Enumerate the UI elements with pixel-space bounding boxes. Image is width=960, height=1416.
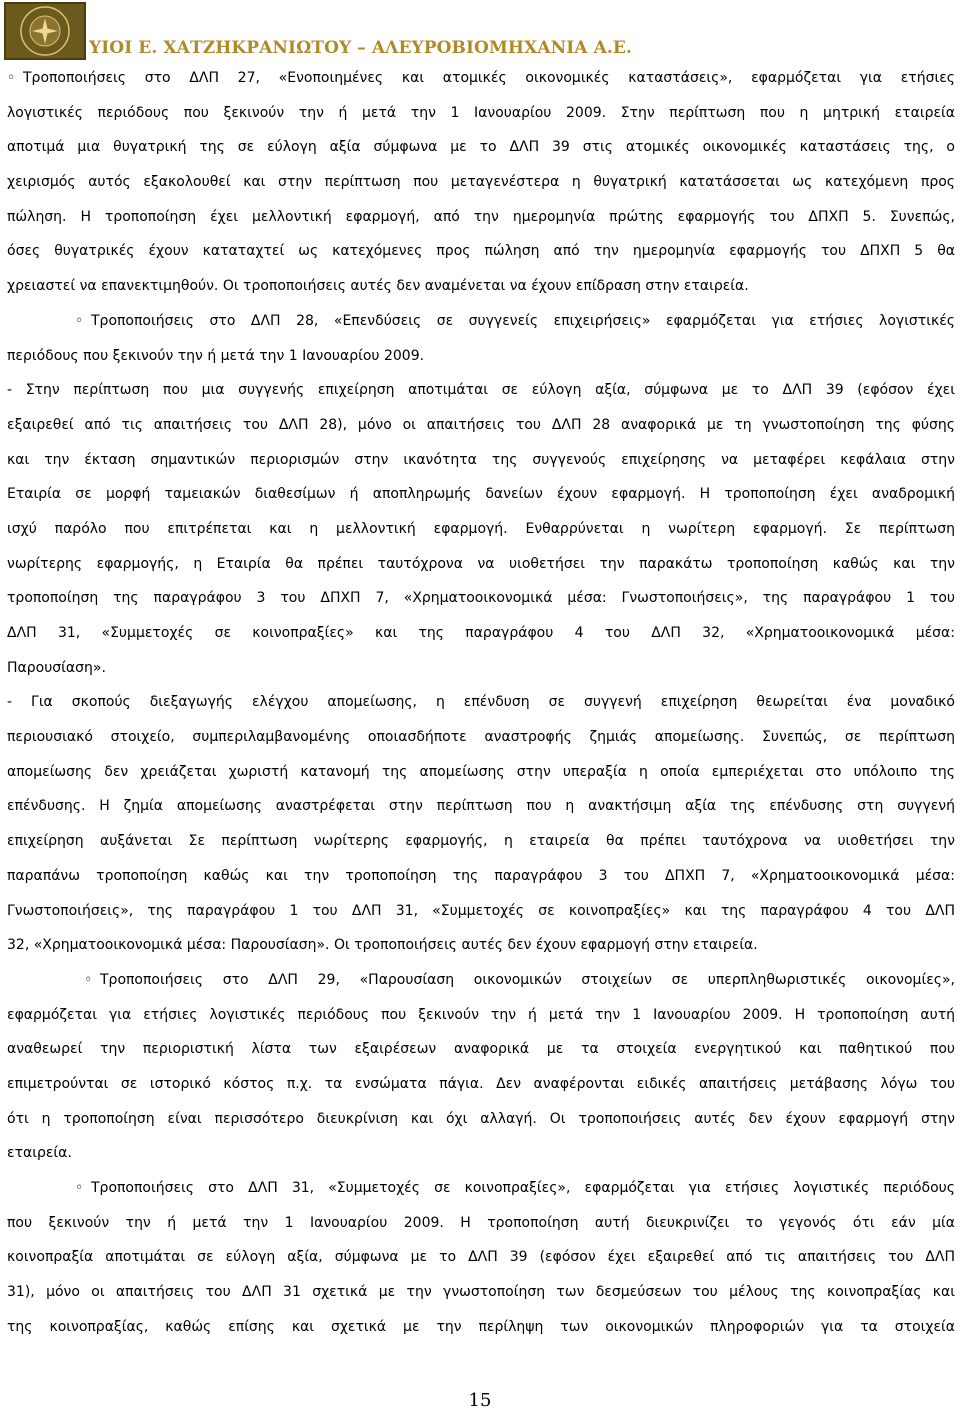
paragraph-line xyxy=(7,1067,955,1102)
line-text: νωρίτερης εφαρμογής, η Εταιρία θα πρέπει ταυτόχρονα να υιοθετήσει την παρακάτω τροποποίηση καθώς και την xyxy=(7,555,955,572)
line-text: αποτιμά μια θυγατρική της σε εύλογη αξία σύμφωνα με το ΔΛΠ 39 στις ατομικές οικονομικές καταστάσεις της, ο xyxy=(7,139,955,156)
paragraph-line xyxy=(7,720,955,755)
line-text: 32, «Χρηματοοικονομικά μέσα: Παρουσίαση». Οι τροποποιήσεις αυτές δεν έχουν εφαρμογή στην εταιρεία. xyxy=(7,937,758,954)
line-text: και την έκταση σημαντικών περιορισμών στην ικανότητα της συγγενούς επιχείρησης να μεταφέρει κεφάλαια στην xyxy=(7,451,955,468)
line-text: περιόδους που ξεκινούν την ή μετά την 1 Ιανουαρίου 2009. xyxy=(7,347,425,364)
line-text: τροποποίηση της παραγράφου 3 του ΔΠΧΠ 7, «Χρηματοοικονομικά μέσα: Γνωστοποιήσεις», της παραγράφου 1 του xyxy=(7,590,955,607)
paragraph-line xyxy=(7,477,955,512)
line-text: εξαιρεθεί από τις απαιτήσεις του ΔΛΠ 28), μόνο οι απαιτήσεις του ΔΛΠ 28 αναφορικά με τη γνωστοποίηση της φύσης xyxy=(7,416,955,433)
paragraph-line xyxy=(7,130,955,165)
paragraph-line xyxy=(7,651,955,686)
paragraph-line xyxy=(7,1240,955,1275)
bullet-icon: ◦ xyxy=(75,1180,84,1196)
line-text: της κοινοπραξίας, καθώς επίσης και σχετικά με την περίληψη των οικονομικών πληροφοριών για τα στοιχεία xyxy=(7,1318,955,1335)
line-text: ΔΛΠ 31, «Συμμετοχές σε κοινοπραξίες» και της παραγράφου 4 του ΔΛΠ 32, «Χρηματοοικονομικά μέσα: xyxy=(7,625,955,641)
line-text: κοινοπραξία αποτιμάται σε εύλογη αξία, σύμφωνα με το ΔΛΠ 39 (εφόσον έχει εξαιρεθεί από τις απαιτήσεις του ΔΛΠ xyxy=(7,1249,955,1266)
paragraph-line xyxy=(7,339,955,374)
bullet-paragraph-line xyxy=(7,304,955,339)
line-text: ότι η τροποποίηση είναι περισσότερο διευκρίνιση και όχι αλλαγή. Οι τροποποιήσεις αυτές δεν έχουν εφαρμογή στην xyxy=(7,1110,955,1127)
paragraph-line xyxy=(7,894,955,929)
line-text: χρειαστεί να επανεκτιμηθούν. Οι τροποποιήσεις αυτές δεν αναμένεται να έχουν επίδραση στην εταιρεία. xyxy=(7,278,749,295)
paragraph-line xyxy=(7,165,955,200)
paragraph-line xyxy=(7,443,955,478)
line-text: απομείωσης δεν χρειάζεται χωριστή κατανομή της απομείωσης στην υπεραξία η οποία εμπεριέχεται στο υπόλοιπο της xyxy=(7,763,955,780)
paragraph-line xyxy=(7,755,955,790)
paragraph-line xyxy=(7,200,955,235)
paragraph-line xyxy=(7,234,955,269)
paragraph-line xyxy=(7,1102,955,1137)
line-text: Τροποποιήσεις στο ΔΛΠ 28, «Επενδύσεις σε συγγενείς επιχειρήσεις» εφαρμόζεται για ετήσιες λογιστικές xyxy=(91,312,955,329)
paragraph-line xyxy=(7,1206,955,1241)
paragraph-line xyxy=(7,789,955,824)
company-logo xyxy=(4,2,86,60)
line-text: - Για σκοπούς διεξαγωγής ελέγχου απομείωσης, η επένδυση σε συγγενή επιχείρηση θεωρείται ένα μοναδικό xyxy=(7,694,955,711)
document-body xyxy=(7,61,955,1344)
line-text: περιουσιακό στοιχείο, συμπεριλαμβανομένης οποιασδήποτε αναστροφής ζημιάς απομείωσης. Συνεπώς, σε περίπτωση xyxy=(7,729,955,746)
line-text: εφαρμόζεται για ετήσιες λογιστικές περιόδους που ξεκινούν την ή μετά την 1 Ιανουαρίου 2009. Η τροποποίηση αυτή xyxy=(7,1006,955,1023)
bullet-icon: ◦ xyxy=(84,971,93,988)
bullet-icon: ◦ xyxy=(7,70,16,86)
line-text: Παρουσίαση». xyxy=(7,659,106,676)
paragraph-line xyxy=(7,998,955,1033)
line-text: πώληση. Η τροποποίηση έχει μελλοντική εφαρμογή, από την ημερομηνία πρώτης εφαρμογής του ΔΠΧΠ 5. Συνεπώς, xyxy=(7,208,955,225)
paragraph-line xyxy=(7,685,955,720)
paragraph-line xyxy=(7,373,955,408)
paragraph-line xyxy=(7,269,955,304)
header-title: ΥΙΟΙ Ε. ΧΑΤΖΗΚΡΑΝΙΩΤΟΥ – ΑΛΕΥΡΟΒΙΟΜΗΧΑΝΙΑ Α.Ε. xyxy=(89,38,633,58)
paragraph-line xyxy=(7,408,955,443)
line-text: αναθεωρεί την περιοριστική λίστα των εξαιρέσεων αναφορικά με τα στοιχεία ενεργητικού και παθητικού που xyxy=(7,1041,955,1058)
paragraph-line xyxy=(7,1310,955,1345)
line-text: Τροποποιήσεις στο ΔΛΠ 29, «Παρουσίαση οικονομικών στοιχείων σε υπερπληθωριστικές οικονομίες», xyxy=(100,971,955,988)
line-text: χειρισμός αυτός εξακολουθεί και στην περίπτωση που μεταγενέστερα η θυγατρική κατατάσσεται ως κατεχόμενη προς xyxy=(7,174,955,191)
paragraph-line xyxy=(7,512,955,547)
paragraph-line xyxy=(7,928,955,963)
paragraph-line xyxy=(7,581,955,616)
line-text: ισχύ παρόλο που επιτρέπεται και η μελλοντική εφαρμογή. Ενθαρρύνεται η νωρίτερη εφαρμογή. Σε περίπτωση xyxy=(7,520,955,537)
line-text: όσες θυγατρικές έχουν καταταχτεί ως κατεχόμενες προς πώληση από την ημερομηνία εφαρμογής του ΔΠΧΠ 5 θα xyxy=(7,243,955,260)
paragraph-line xyxy=(7,96,955,131)
line-text: παραπάνω τροποποίηση καθώς και την τροποποίηση της παραγράφου 3 του ΔΠΧΠ 7, «Χρηματοοικονομικά μέσα: xyxy=(7,867,955,884)
line-text: που ξεκινούν την ή μετά την 1 Ιανουαρίου 2009. Η τροποποίηση αυτή διευκρινίζει το γεγονός ότι εάν μία xyxy=(7,1214,955,1231)
line-text: επιχείρηση αυξάνεται Σε περίπτωση νωρίτερης εφαρμογής, η εταιρεία θα πρέπει ταυτόχρονα να υιοθετήσει την xyxy=(7,833,955,850)
bullet-icon: ◦ xyxy=(75,312,84,329)
page-number: 15 xyxy=(468,1390,492,1411)
paragraph-line xyxy=(7,547,955,582)
bullet-paragraph-line xyxy=(7,61,955,96)
paragraph-line xyxy=(7,1032,955,1067)
line-text: 31), μόνο οι απαιτήσεις του ΔΛΠ 31 σχετικά με την γνωστοποίηση των δεσμεύσεων του μέλους της κοινοπραξίας και xyxy=(7,1284,955,1301)
line-text: επένδυσης. Η ζημία απομείωσης αναστρέφεται στην περίπτωση που η ανακτήσιμη αξία της επένδυσης στη συγγενή xyxy=(7,798,955,815)
line-text: εταιρεία. xyxy=(7,1145,72,1162)
bullet-paragraph-line xyxy=(7,1171,955,1206)
paragraph-line xyxy=(7,859,955,894)
line-text: Εταιρία σε μορφή ταμειακών διαθεσίμων ή αποπληρωμής δανείων έχουν εφαρμογή. Η τροποποίηση έχει αναδρομική xyxy=(7,486,955,503)
paragraph-line xyxy=(7,824,955,859)
line-text: Γνωστοποιήσεις», της παραγράφου 1 του ΔΛΠ 31, «Συμμετοχές σε κοινοπραξίες» και της παραγράφου 4 του ΔΛΠ xyxy=(7,902,955,919)
bullet-paragraph-line xyxy=(7,963,955,998)
line-text: λογιστικές περιόδους που ξεκινούν την ή μετά την 1 Ιανουαρίου 2009. Στην περίπτωση που η μητρική εταιρεία xyxy=(7,104,955,121)
paragraph-line xyxy=(7,1275,955,1310)
line-text: - Στην περίπτωση που μια συγγενής επιχείρηση αποτιμάται σε εύλογη αξία, σύμφωνα με το ΔΛΠ 39 (εφόσον έχει xyxy=(7,382,955,399)
line-text: επιμετρούνται σε ιστορικό κόστος π.χ. τα ενσώματα πάγια. Δεν αναφέρονται ειδικές απαιτήσεις μετάβασης λόγω του xyxy=(7,1075,955,1092)
line-text: Τροποποιήσεις στο ΔΛΠ 27, «Ενοποιημένες και ατομικές οικονομικές καταστάσεις», εφαρμόζεται για ετήσιες xyxy=(23,70,955,86)
paragraph-line xyxy=(7,616,955,651)
paragraph-line xyxy=(7,1136,955,1171)
line-text: Τροποποιήσεις στο ΔΛΠ 31, «Συμμετοχές σε κοινοπραξίες», εφαρμόζεται για ετήσιες λογιστικές περιόδους xyxy=(91,1180,955,1196)
